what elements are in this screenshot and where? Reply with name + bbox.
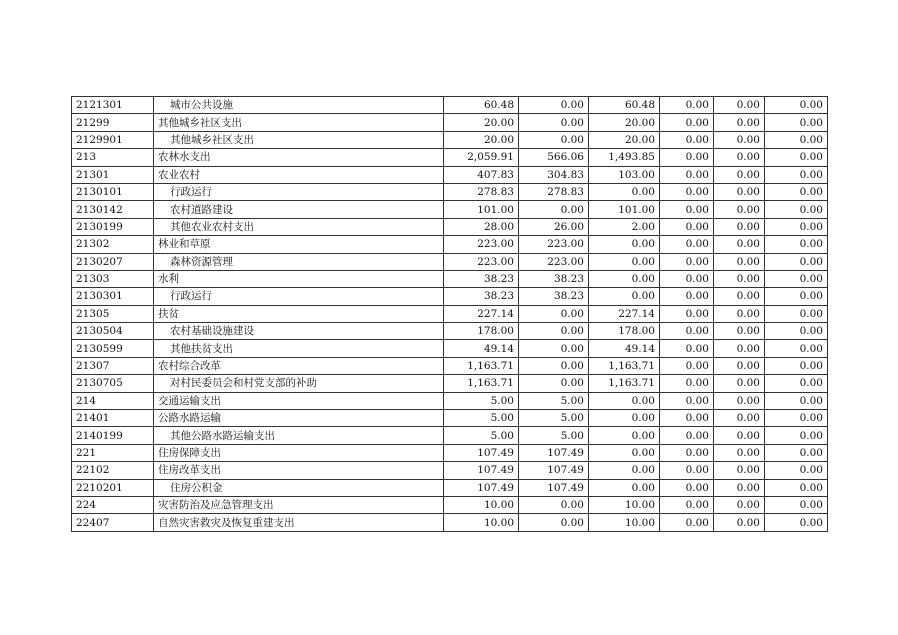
row-col6: 0.00 <box>765 149 828 166</box>
row-name: 农村综合改革 <box>154 357 444 374</box>
row-col6: 0.00 <box>765 479 828 496</box>
row-col6: 0.00 <box>765 375 828 392</box>
row-total: 28.00 <box>444 218 519 235</box>
row-col5: 0.00 <box>714 462 765 479</box>
row-total: 107.49 <box>444 479 519 496</box>
row-col4: 0.00 <box>660 323 714 340</box>
row-total: 1,163.71 <box>444 357 519 374</box>
row-code: 21301 <box>72 166 154 183</box>
row-project: 10.00 <box>589 514 660 531</box>
row-col6: 0.00 <box>765 131 828 148</box>
row-name: 扶贫 <box>154 305 444 322</box>
row-code: 214 <box>72 392 154 409</box>
row-col6: 0.00 <box>765 183 828 200</box>
row-col4: 0.00 <box>660 288 714 305</box>
row-code: 2129901 <box>72 131 154 148</box>
row-total: 60.48 <box>444 97 519 114</box>
row-basic: 0.00 <box>519 375 589 392</box>
row-total: 38.23 <box>444 288 519 305</box>
row-col6: 0.00 <box>765 410 828 427</box>
row-col4: 0.00 <box>660 166 714 183</box>
table-row <box>72 218 828 235</box>
row-basic: 566.06 <box>519 149 589 166</box>
row-code: 2130207 <box>72 253 154 270</box>
table-row <box>72 270 828 287</box>
row-col6: 0.00 <box>765 323 828 340</box>
row-project: 0.00 <box>589 427 660 444</box>
row-col4: 0.00 <box>660 514 714 531</box>
row-col4: 0.00 <box>660 305 714 322</box>
row-project: 0.00 <box>589 392 660 409</box>
row-basic: 0.00 <box>519 131 589 148</box>
row-total: 407.83 <box>444 166 519 183</box>
table-row <box>72 444 828 461</box>
row-col6: 0.00 <box>765 514 828 531</box>
row-name: 其他农业农村支出 <box>154 218 444 235</box>
table-row <box>72 183 828 200</box>
row-total: 38.23 <box>444 270 519 287</box>
row-code: 2130599 <box>72 340 154 357</box>
row-total: 20.00 <box>444 131 519 148</box>
row-total: 223.00 <box>444 253 519 270</box>
row-code: 22102 <box>72 462 154 479</box>
row-total: 178.00 <box>444 323 519 340</box>
row-basic: 0.00 <box>519 114 589 131</box>
row-total: 5.00 <box>444 427 519 444</box>
row-total: 2,059.91 <box>444 149 519 166</box>
row-project: 49.14 <box>589 340 660 357</box>
row-col5: 0.00 <box>714 149 765 166</box>
row-code: 21302 <box>72 236 154 253</box>
row-col5: 0.00 <box>714 479 765 496</box>
row-name: 农村道路建设 <box>154 201 444 218</box>
row-project: 178.00 <box>589 323 660 340</box>
row-project: 20.00 <box>589 114 660 131</box>
row-col6: 0.00 <box>765 340 828 357</box>
row-code: 21305 <box>72 305 154 322</box>
row-project: 1,493.85 <box>589 149 660 166</box>
row-col5: 0.00 <box>714 323 765 340</box>
table-row <box>72 375 828 392</box>
row-name: 行政运行 <box>154 183 444 200</box>
row-col5: 0.00 <box>714 375 765 392</box>
row-project: 0.00 <box>589 462 660 479</box>
row-name: 自然灾害救灾及恢复重建支出 <box>154 514 444 531</box>
row-project: 0.00 <box>589 444 660 461</box>
table-row <box>72 410 828 427</box>
row-basic: 5.00 <box>519 427 589 444</box>
row-basic: 26.00 <box>519 218 589 235</box>
row-project: 1,163.71 <box>589 357 660 374</box>
row-total: 1,163.71 <box>444 375 519 392</box>
row-code: 21307 <box>72 357 154 374</box>
row-col4: 0.00 <box>660 183 714 200</box>
table-row <box>72 392 828 409</box>
table-row <box>72 114 828 131</box>
row-code: 2130301 <box>72 288 154 305</box>
row-col4: 0.00 <box>660 114 714 131</box>
row-col6: 0.00 <box>765 201 828 218</box>
row-basic: 0.00 <box>519 340 589 357</box>
row-project: 227.14 <box>589 305 660 322</box>
row-col4: 0.00 <box>660 97 714 114</box>
row-code: 2130705 <box>72 375 154 392</box>
row-name: 对村民委员会和村党支部的补助 <box>154 375 444 392</box>
row-basic: 0.00 <box>519 201 589 218</box>
row-col6: 0.00 <box>765 444 828 461</box>
row-basic: 223.00 <box>519 236 589 253</box>
row-basic: 5.00 <box>519 392 589 409</box>
row-total: 10.00 <box>444 514 519 531</box>
row-name: 农林水支出 <box>154 149 444 166</box>
row-project: 103.00 <box>589 166 660 183</box>
row-code: 2130142 <box>72 201 154 218</box>
row-total: 5.00 <box>444 392 519 409</box>
row-col5: 0.00 <box>714 340 765 357</box>
row-basic: 0.00 <box>519 496 589 513</box>
row-basic: 304.83 <box>519 166 589 183</box>
row-col4: 0.00 <box>660 392 714 409</box>
row-basic: 5.00 <box>519 410 589 427</box>
row-basic: 38.23 <box>519 288 589 305</box>
row-code: 2140199 <box>72 427 154 444</box>
row-project: 60.48 <box>589 97 660 114</box>
row-name: 森林资源管理 <box>154 253 444 270</box>
row-col4: 0.00 <box>660 496 714 513</box>
row-total: 107.49 <box>444 462 519 479</box>
row-project: 0.00 <box>589 479 660 496</box>
row-basic: 38.23 <box>519 270 589 287</box>
table-row <box>72 253 828 270</box>
row-name: 灾害防治及应急管理支出 <box>154 496 444 513</box>
row-basic: 107.49 <box>519 462 589 479</box>
row-name: 交通运输支出 <box>154 392 444 409</box>
row-project: 101.00 <box>589 201 660 218</box>
row-col5: 0.00 <box>714 444 765 461</box>
budget-table <box>71 96 828 532</box>
row-total: 10.00 <box>444 496 519 513</box>
row-col4: 0.00 <box>660 131 714 148</box>
row-col5: 0.00 <box>714 288 765 305</box>
row-col4: 0.00 <box>660 270 714 287</box>
row-total: 227.14 <box>444 305 519 322</box>
row-name: 其他城乡社区支出 <box>154 131 444 148</box>
row-total: 107.49 <box>444 444 519 461</box>
row-project: 1,163.71 <box>589 375 660 392</box>
row-col5: 0.00 <box>714 253 765 270</box>
row-name: 行政运行 <box>154 288 444 305</box>
row-total: 20.00 <box>444 114 519 131</box>
row-col5: 0.00 <box>714 218 765 235</box>
row-col6: 0.00 <box>765 288 828 305</box>
row-col4: 0.00 <box>660 253 714 270</box>
table-row <box>72 166 828 183</box>
row-col6: 0.00 <box>765 114 828 131</box>
row-name: 住房改革支出 <box>154 462 444 479</box>
row-name: 住房公积金 <box>154 479 444 496</box>
row-col6: 0.00 <box>765 427 828 444</box>
row-col5: 0.00 <box>714 427 765 444</box>
row-col6: 0.00 <box>765 236 828 253</box>
row-col4: 0.00 <box>660 462 714 479</box>
row-basic: 223.00 <box>519 253 589 270</box>
row-total: 101.00 <box>444 201 519 218</box>
row-col4: 0.00 <box>660 410 714 427</box>
row-basic: 0.00 <box>519 323 589 340</box>
table-row <box>72 479 828 496</box>
row-col5: 0.00 <box>714 410 765 427</box>
row-col5: 0.00 <box>714 305 765 322</box>
row-col4: 0.00 <box>660 236 714 253</box>
table-row <box>72 514 828 531</box>
row-name: 农业农村 <box>154 166 444 183</box>
row-col4: 0.00 <box>660 357 714 374</box>
row-col6: 0.00 <box>765 218 828 235</box>
row-name: 林业和草原 <box>154 236 444 253</box>
row-project: 0.00 <box>589 183 660 200</box>
row-col6: 0.00 <box>765 270 828 287</box>
row-col5: 0.00 <box>714 131 765 148</box>
row-project: 0.00 <box>589 236 660 253</box>
row-basic: 107.49 <box>519 479 589 496</box>
row-basic: 278.83 <box>519 183 589 200</box>
row-col4: 0.00 <box>660 427 714 444</box>
row-name: 水利 <box>154 270 444 287</box>
row-project: 0.00 <box>589 288 660 305</box>
row-col6: 0.00 <box>765 496 828 513</box>
row-col4: 0.00 <box>660 340 714 357</box>
row-col4: 0.00 <box>660 479 714 496</box>
table-row <box>72 323 828 340</box>
row-col5: 0.00 <box>714 236 765 253</box>
row-col4: 0.00 <box>660 149 714 166</box>
table-row <box>72 236 828 253</box>
table-body <box>72 97 828 532</box>
row-project: 0.00 <box>589 410 660 427</box>
row-col6: 0.00 <box>765 253 828 270</box>
row-basic: 0.00 <box>519 357 589 374</box>
row-name: 城市公共设施 <box>154 97 444 114</box>
row-col6: 0.00 <box>765 305 828 322</box>
row-code: 221 <box>72 444 154 461</box>
row-code: 21303 <box>72 270 154 287</box>
row-name: 住房保障支出 <box>154 444 444 461</box>
row-basic: 0.00 <box>519 305 589 322</box>
row-col5: 0.00 <box>714 183 765 200</box>
row-name: 农村基础设施建设 <box>154 323 444 340</box>
row-code: 2130199 <box>72 218 154 235</box>
row-code: 224 <box>72 496 154 513</box>
row-col4: 0.00 <box>660 375 714 392</box>
row-total: 223.00 <box>444 236 519 253</box>
table-row <box>72 462 828 479</box>
row-col5: 0.00 <box>714 97 765 114</box>
row-col5: 0.00 <box>714 201 765 218</box>
table-row <box>72 149 828 166</box>
row-col5: 0.00 <box>714 270 765 287</box>
row-col5: 0.00 <box>714 496 765 513</box>
row-name: 公路水路运输 <box>154 410 444 427</box>
row-col5: 0.00 <box>714 166 765 183</box>
row-col5: 0.00 <box>714 114 765 131</box>
table-row <box>72 305 828 322</box>
row-code: 21299 <box>72 114 154 131</box>
table-row <box>72 131 828 148</box>
row-code: 2130101 <box>72 183 154 200</box>
table-row <box>72 201 828 218</box>
table-row <box>72 427 828 444</box>
row-project: 20.00 <box>589 131 660 148</box>
row-basic: 0.00 <box>519 97 589 114</box>
row-name: 其他城乡社区支出 <box>154 114 444 131</box>
row-code: 213 <box>72 149 154 166</box>
row-code: 2210201 <box>72 479 154 496</box>
row-code: 2130504 <box>72 323 154 340</box>
row-name: 其他扶贫支出 <box>154 340 444 357</box>
row-col6: 0.00 <box>765 357 828 374</box>
table-row <box>72 288 828 305</box>
row-code: 21401 <box>72 410 154 427</box>
row-col6: 0.00 <box>765 97 828 114</box>
row-name: 其他公路水路运输支出 <box>154 427 444 444</box>
row-project: 10.00 <box>589 496 660 513</box>
row-total: 5.00 <box>444 410 519 427</box>
row-total: 49.14 <box>444 340 519 357</box>
row-code: 2121301 <box>72 97 154 114</box>
row-col4: 0.00 <box>660 201 714 218</box>
row-col5: 0.00 <box>714 357 765 374</box>
row-col5: 0.00 <box>714 392 765 409</box>
table-row <box>72 340 828 357</box>
row-code: 22407 <box>72 514 154 531</box>
row-col5: 0.00 <box>714 514 765 531</box>
row-project: 0.00 <box>589 270 660 287</box>
row-col6: 0.00 <box>765 462 828 479</box>
row-total: 278.83 <box>444 183 519 200</box>
table-row <box>72 496 828 513</box>
row-col4: 0.00 <box>660 218 714 235</box>
row-col6: 0.00 <box>765 166 828 183</box>
row-project: 0.00 <box>589 253 660 270</box>
table-row <box>72 97 828 114</box>
table-row <box>72 357 828 374</box>
row-col6: 0.00 <box>765 392 828 409</box>
row-col4: 0.00 <box>660 444 714 461</box>
row-basic: 0.00 <box>519 514 589 531</box>
row-basic: 107.49 <box>519 444 589 461</box>
row-project: 2.00 <box>589 218 660 235</box>
